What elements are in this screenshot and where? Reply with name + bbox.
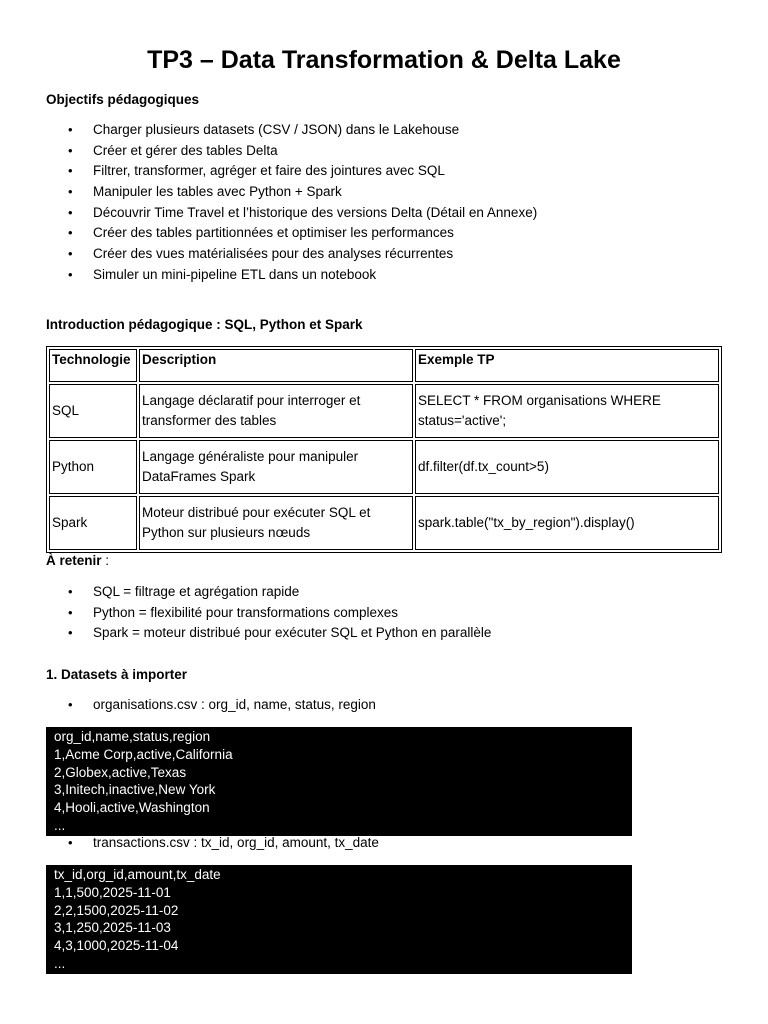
table-cell: spark.table("tx_by_region").display(): [415, 496, 719, 550]
retain-suffix: :: [101, 553, 110, 568]
table-row: [49, 384, 719, 438]
list-item: • Découvrir Time Travel et l’historique des versions Delta (Détail en Annexe): [46, 203, 537, 224]
list-item: • Spark = moteur distribué pour exécuter SQL et Python en parallèle: [46, 623, 491, 644]
retain-label: À retenir: [46, 553, 102, 568]
list-item: • Python = flexibilité pour transformations complexes: [46, 603, 491, 624]
code-block-transactions: [46, 865, 632, 974]
code-line: tx_id,org_id,amount,tx_date: [54, 867, 221, 882]
table-cell: Moteur distribué pour exécuter SQL et Python sur plusieurs nœuds: [139, 496, 413, 550]
dataset-list: [46, 833, 379, 854]
intro-heading: Introduction pédagogique : SQL, Python et Spark: [46, 317, 363, 332]
list-item: • Simuler un mini-pipeline ETL dans un notebook: [46, 265, 537, 286]
table-row: [49, 440, 719, 494]
table-row: [49, 496, 719, 550]
code-line: 4,3,1000,2025-11-04: [54, 938, 179, 954]
list-item: • Charger plusieurs datasets (CSV / JSON) dans le Lakehouse: [46, 120, 537, 141]
code-line: ...: [54, 955, 66, 971]
code-line: 1,Acme Corp,active,California: [54, 746, 233, 762]
list-item: • Créer des vues matérialisées pour des analyses récurrentes: [46, 244, 537, 265]
list-item: • Créer des tables partitionnées et optimiser les performances: [46, 223, 537, 244]
table-cell: Python: [49, 440, 137, 494]
retain-note: [46, 552, 109, 570]
table-cell: Langage déclaratif pour interroger et transformer des tables: [139, 384, 413, 438]
code-line: 2,Globex,active,Texas: [54, 764, 187, 780]
table-cell: SELECT * FROM organisations WHERE status='active';: [415, 384, 719, 438]
code-line: ...: [54, 817, 66, 833]
page-title: TP3 – Data Transformation & Delta Lake: [147, 46, 621, 74]
code-line: 2,2,1500,2025-11-02: [54, 902, 179, 918]
dataset-list: [46, 695, 376, 716]
list-item: • Créer et gérer des tables Delta: [46, 141, 537, 162]
list-item: • SQL = filtrage et agrégation rapide: [46, 582, 491, 603]
code-line: org_id,name,status,region: [54, 729, 211, 744]
code-line: 3,1,250,2025-11-03: [54, 920, 171, 936]
datasets-heading: 1. Datasets à importer: [46, 667, 188, 682]
code-block-organisations: [46, 727, 632, 836]
retain-list: [46, 582, 491, 644]
code-line: 4,Hooli,active,Washington: [54, 800, 210, 816]
column-header: Description: [139, 349, 413, 382]
technology-table: [46, 346, 722, 553]
dataset-description: • transactions.csv : tx_id, org_id, amount, tx_date: [46, 833, 379, 854]
objectives-list: [46, 120, 537, 286]
column-header: Technologie: [49, 349, 137, 382]
code-line: 1,1,500,2025-11-01: [54, 884, 171, 900]
objectives-heading: Objectifs pédagogiques: [46, 92, 200, 107]
table-cell: df.filter(df.tx_count>5): [415, 440, 719, 494]
table-cell: Langage généraliste pour manipuler DataFrames Spark: [139, 440, 413, 494]
table-cell: SQL: [49, 384, 137, 438]
list-item: • Filtrer, transformer, agréger et faire des jointures avec SQL: [46, 161, 537, 182]
dataset-description: • organisations.csv : org_id, name, status, region: [46, 695, 376, 716]
table-cell: Spark: [49, 496, 137, 550]
column-header: Exemple TP: [415, 349, 719, 382]
code-line: 3,Initech,inactive,New York: [54, 782, 216, 798]
table-header-row: [49, 349, 719, 382]
list-item: • Manipuler les tables avec Python + Spark: [46, 182, 537, 203]
